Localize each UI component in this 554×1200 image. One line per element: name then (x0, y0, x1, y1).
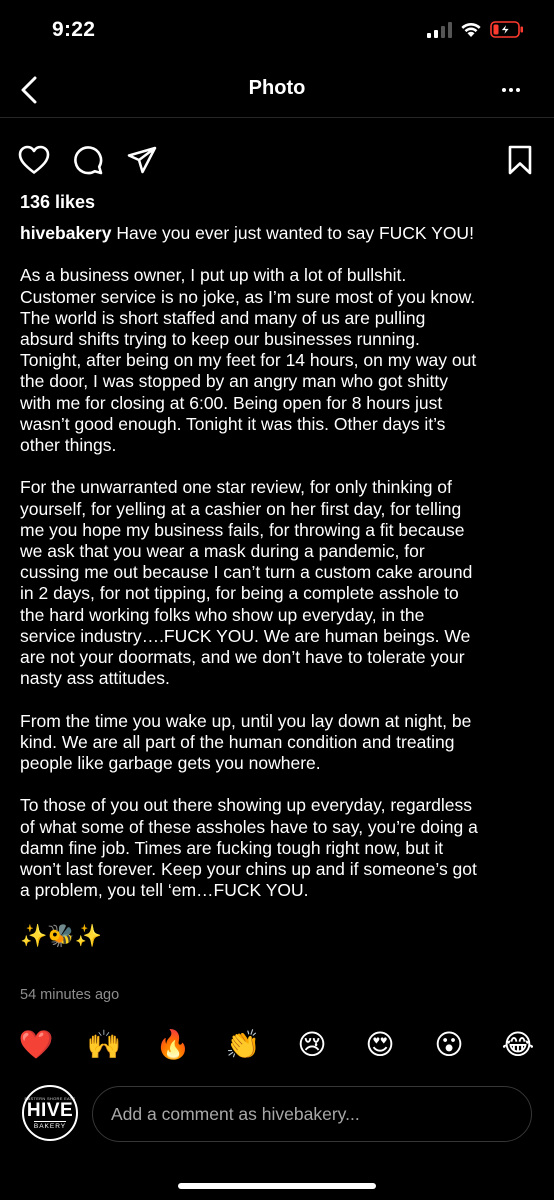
page-title: Photo (248, 77, 306, 99)
avatar-logo-text: HIVE (26, 1100, 74, 1121)
reaction-crying-icon[interactable]: 😢 (297, 1029, 327, 1060)
caption-username[interactable]: hivebakery (20, 223, 112, 243)
home-indicator (178, 1183, 376, 1189)
likes-count[interactable]: 136 likes (20, 192, 96, 212)
caption-paragraph: To those of you out there showing up everyday, regardless of what some of these assholes have to say, you’re doing a damn fine job. Times are fucking tough right now, but it won’t last forever. Keep your chins up and if someone’s got a problem, you tell ‘em…FUCK YOU. (20, 795, 478, 901)
save-button[interactable] (504, 144, 536, 176)
avatar-toptext: EASTERN SHORE EATS (24, 1096, 76, 1101)
heart-icon (18, 145, 50, 175)
reaction-clapping-icon[interactable]: 👏 (225, 1029, 261, 1060)
quick-reaction-row (0, 1027, 554, 1063)
caption-first-text: Have you ever just wanted to say FUCK YOU! (116, 223, 474, 243)
reaction-surprised-icon[interactable]: 😮 (434, 1029, 464, 1060)
comment-button[interactable] (72, 144, 104, 176)
comment-bubble-icon (73, 145, 103, 175)
bookmark-icon (507, 145, 533, 175)
comment-input[interactable] (92, 1086, 532, 1142)
post-action-row (18, 144, 536, 176)
more-dot-icon (502, 88, 506, 92)
status-time: 9:22 (52, 18, 96, 41)
more-dot-icon (509, 88, 513, 92)
reaction-fire-icon[interactable]: 🔥 (155, 1029, 191, 1060)
avatar (22, 1085, 78, 1141)
battery-icon (490, 21, 524, 38)
more-dot-icon (516, 88, 520, 92)
nav-bar (0, 62, 554, 118)
reaction-heart-icon[interactable]: ❤️ (18, 1029, 54, 1060)
more-options-button[interactable] (496, 78, 526, 102)
send-paper-plane-icon (127, 145, 157, 175)
wifi-icon (459, 20, 483, 38)
reaction-heart-eyes-icon[interactable]: 😍 (365, 1029, 395, 1060)
caption-emoji-line: ✨🐝✨ (20, 922, 103, 948)
cellular-signal-icon (427, 22, 453, 38)
like-button[interactable] (18, 144, 50, 176)
comment-composer (0, 1085, 554, 1143)
reaction-laughing-icon[interactable]: 😂 (501, 1029, 535, 1060)
caption-paragraph: For the unwarranted one star review, for only thinking of yourself, for yelling at a cashier on her first day, for telling me you hope my business fails, for throwing a fit because we ask that you wear a mask during a pandemic, for cussing me out because I can’t turn a custom cake around in 2 days, for not tipping, for being a complete asshole to the hard working folks who show up everyday, in the service industry….FUCK YOU. We are human beings. We are not your doormats, and we don’t have to tolerate your nasty ass attitudes. (20, 477, 473, 689)
avatar-logo-subtext: BAKERY (33, 1123, 67, 1130)
status-bar (0, 0, 554, 60)
caption-paragraph: From the time you wake up, until you lay down at night, be kind. We are all part of the human condition and treating people like garbage gets you nowhere. (20, 710, 472, 774)
share-button[interactable] (126, 144, 158, 176)
caption-first-line (20, 223, 540, 244)
caption-paragraph: As a business owner, I put up with a lot of bullshit. Customer service is no joke, as I’m sure most of you know. The world is short staffed and many of us are pulling absurd shifts trying to keep our businesses running. Tonight, after being on my feet for 14 hours, on my way out the door, I was stopped by an angry man who got shitty with me for closing at 6:00. Being open for 8 hours just wasn’t good enough. Tonight it was this. Other days it’s other things. (20, 265, 477, 456)
reaction-raised-hands-icon[interactable]: 🙌 (86, 1029, 122, 1060)
post-caption (20, 223, 540, 970)
post-timestamp: 54 minutes ago (20, 987, 120, 1003)
